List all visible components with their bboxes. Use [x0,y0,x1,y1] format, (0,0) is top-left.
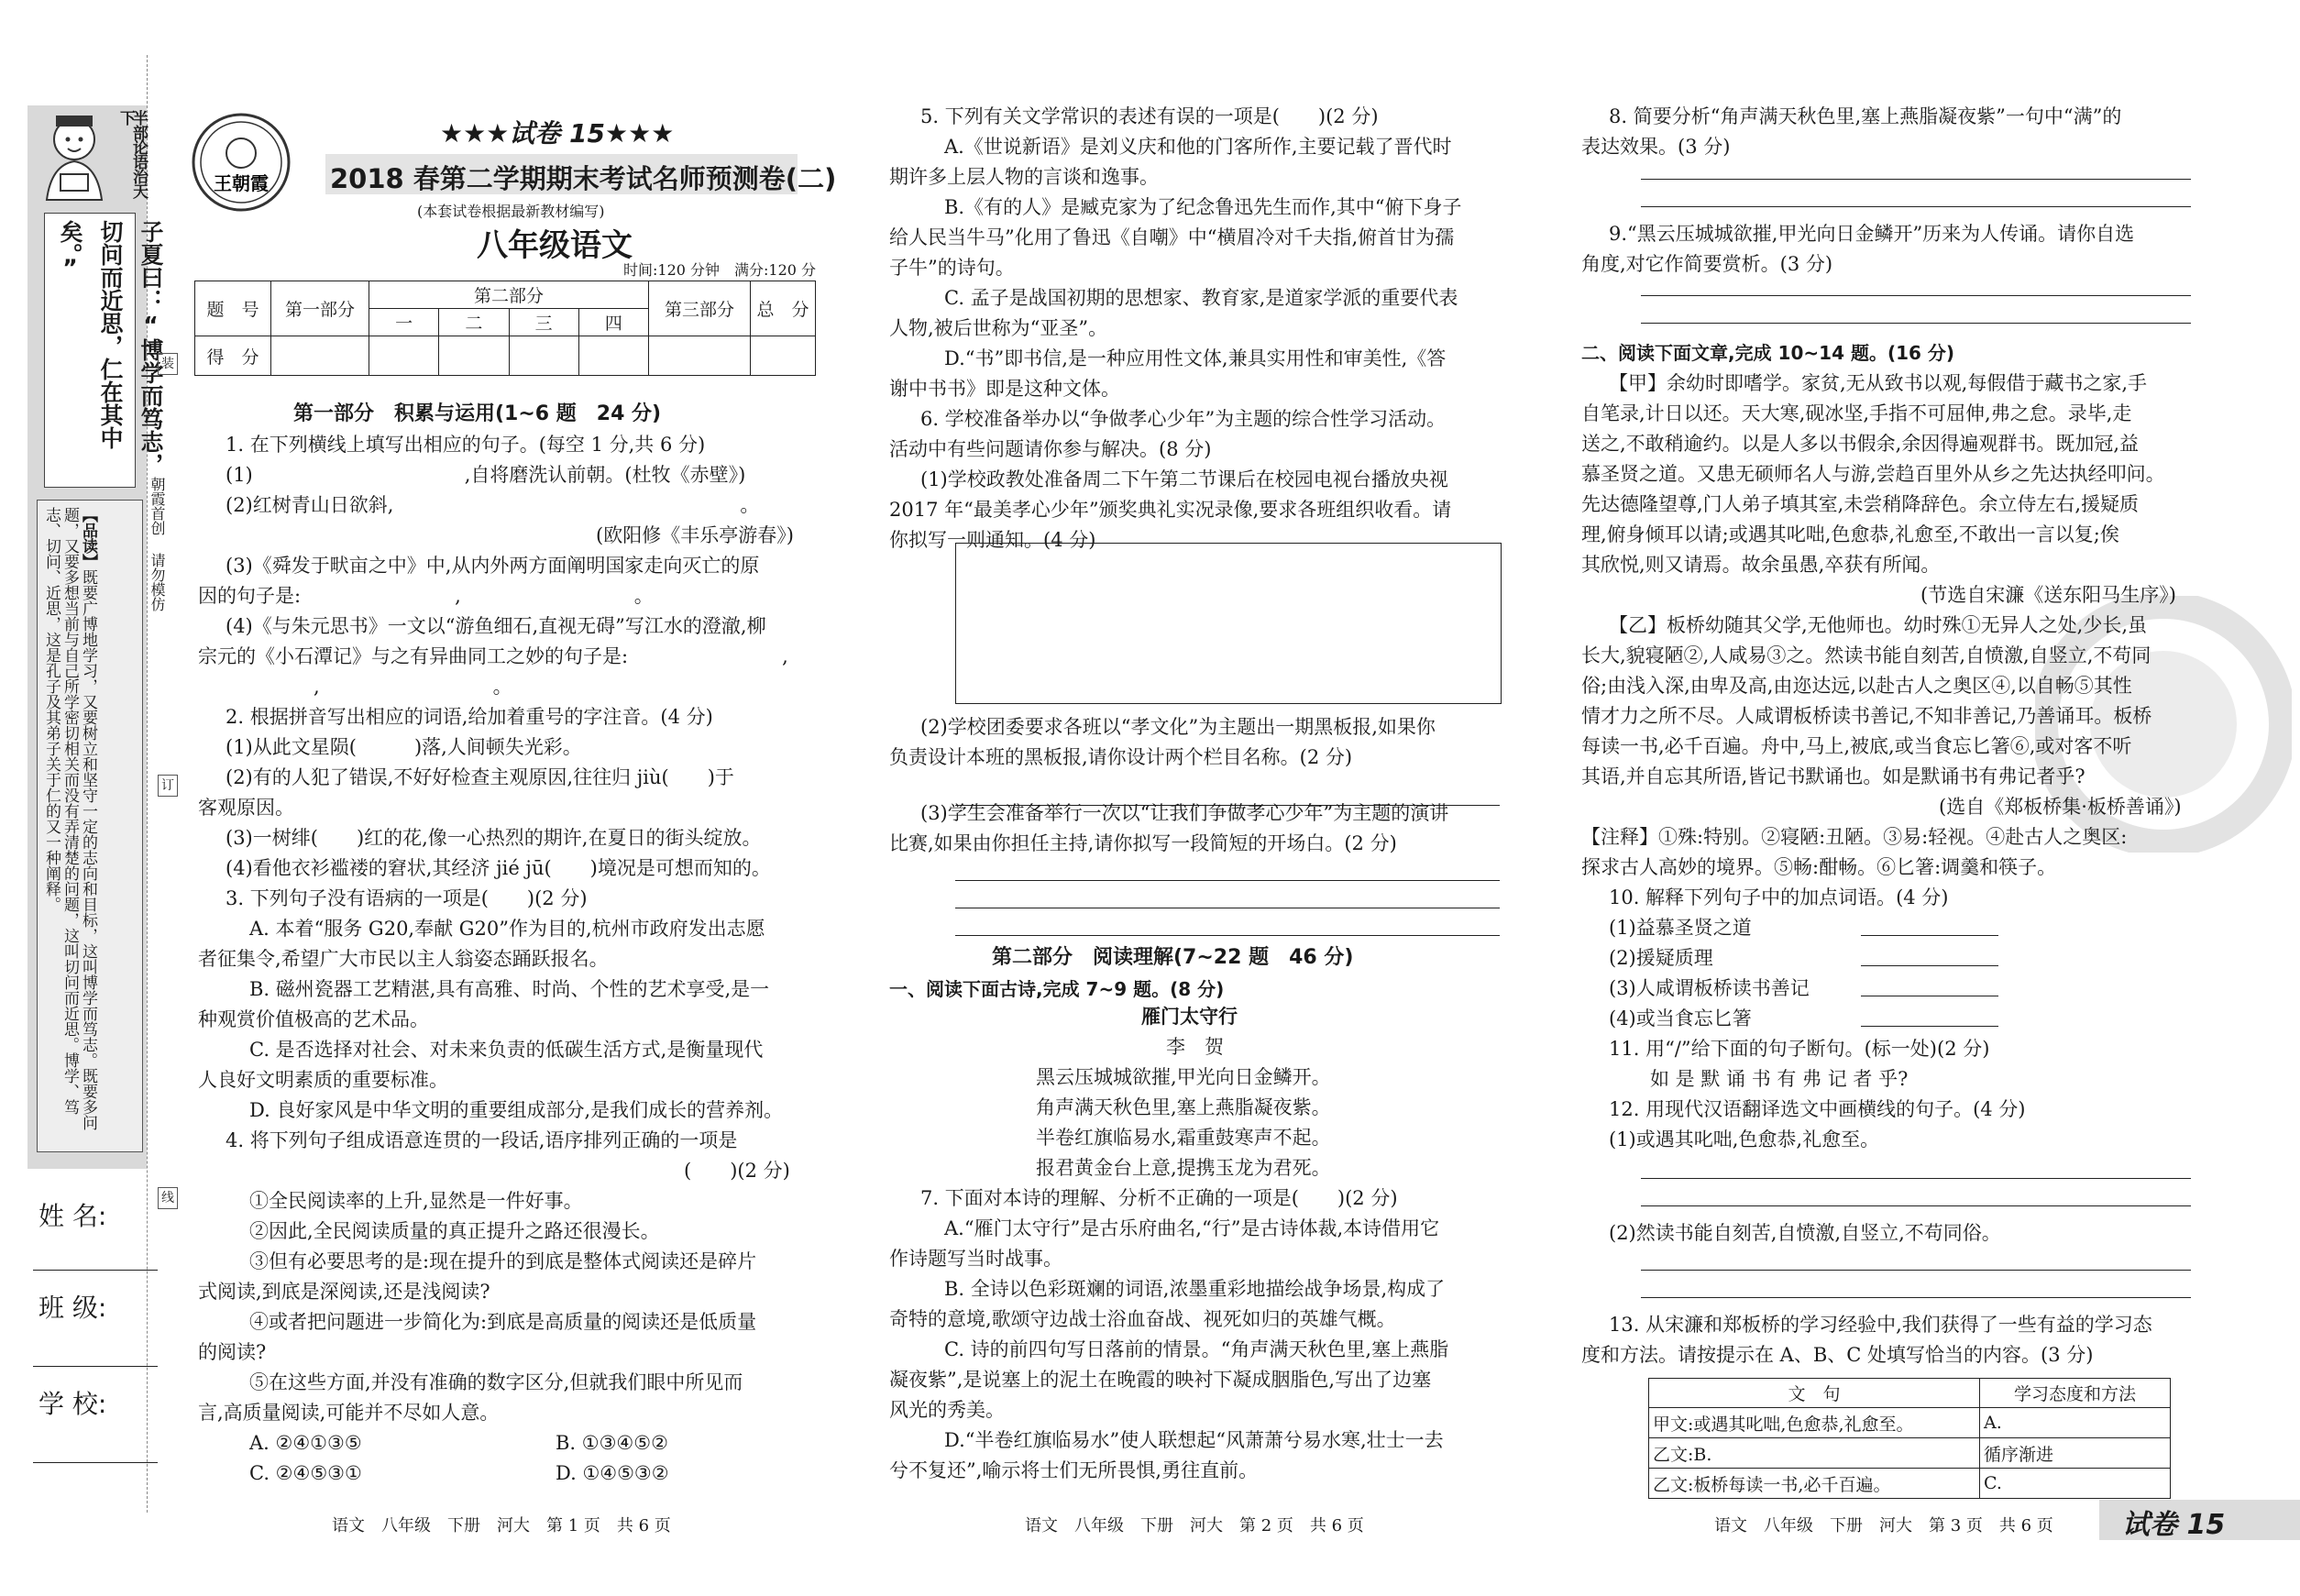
part2-heading: 第二部分 阅读理解(7~22 题 46 分) [992,946,1354,969]
pindu-text [42,507,97,1144]
q10-1: (1)益慕圣贤之道 [1609,917,1752,939]
q9-b: 角度,对它作简要赏析。(3 分) [1581,253,1833,275]
q6-2: (2)学校团委要求各班以“孝文化”为主题出一期黑板报,如果你 [920,716,1436,738]
pindu-label: 【品读】 [79,507,97,569]
q11-sentence[interactable]: 如 是 默 诵 书 有 弗 记 者 乎? [1650,1068,1909,1090]
q6-3-answer-line-1[interactable] [955,880,1500,881]
score-row-label: 得 分 [195,336,271,376]
q6-3-answer-line-3[interactable] [955,935,1500,936]
answer-h2: 学习态度和方法 [1980,1379,2171,1408]
score-cell[interactable] [649,336,751,376]
q2-1: (1)从此文星陨( )落,人间顿失光彩。 [226,736,582,758]
q3-c2: 人良好文明素质的重要标准。 [198,1069,448,1091]
answer-r1c1: 甲文:或遇其叱咄,色愈恭,礼愈至。 [1649,1408,1980,1438]
q7-b2: 奇特的意境,歌颂守边战士浴血奋战、视死如归的英雄气概。 [889,1308,1396,1330]
yi-source: (选自《郑板桥集·板桥善诵》) [1939,796,2182,818]
q7-d: D.“半卷红旗临易水”使人联想起“风萧萧兮易水寒,壮士一去 [944,1429,1444,1451]
cut-mark-2: 订 [158,775,178,797]
q13-b: 度和方法。请按提示在 A、B、C 处填写恰当的内容。(3 分) [1581,1344,2094,1366]
corner-tag: 试卷 15 [2122,1509,2226,1541]
q7-c3: 风光的秀美。 [889,1399,1005,1421]
score-table [194,281,816,376]
cut-mark-3: 线 [158,1187,178,1209]
q5-d2: 谢中书书》即是这种文体。 [889,378,1120,400]
q10: 10. 解释下列句子中的加点词语。(4 分) [1609,886,1949,908]
score-h-p2: 第二部分 [369,281,649,309]
score-sub-1: 一 [369,309,439,336]
series-title: ★★★试卷 15★★★ [440,118,675,149]
cut-mark-1: 装 [158,353,178,375]
q5-c2: 人物,被后世称为“亚圣”。 [889,317,1108,339]
score-sub-3: 三 [509,309,578,336]
q6: 6. 学校准备举办以“争做孝心少年”为主题的综合性学习活动。 [920,408,1447,430]
grade-title: 八年级语文 [477,227,633,264]
yi-6: 其语,并自忘其所语,皆记书默诵也。如是默诵书有弗记者乎? [1581,765,2085,787]
q4-s3: ③但有必要思考的是:现在提升的到底是整体式阅读还是碎片 [249,1250,757,1272]
q11: 11. 用“/”给下面的句子断句。(标一处)(2 分) [1609,1038,1990,1060]
q13: 13. 从宋濂和郑板桥的学习经验中,我们获得了一些有益的学习态 [1609,1314,2152,1336]
q6-b: 活动中有些问题请你参与解决。(8 分) [889,438,1212,460]
exam-subtitle: (本套试卷根据最新教材编写) [417,203,605,220]
q7-a: A.“雁门太守行”是古乐府曲名,“行”是古诗体裁,本诗借用它 [944,1217,1440,1239]
q6-2b: 负责设计本班的黑板报,请你设计两个栏目名称。(2 分) [889,746,1353,768]
poem-intro: 一、阅读下面古诗,完成 7~9 题。(8 分) [889,978,1225,1000]
q4-s1: ①全民阅读率的上升,显然是一件好事。 [249,1190,583,1212]
q6-1: (1)学校政教处准备周二下午第二节课后在校园电视台播放央视 [920,468,1448,490]
jia-1: 【甲】余幼时即嗜学。家贫,无从致书以观,每假借于藏书之家,手 [1609,372,2148,394]
q2: 2. 根据拼音写出相应的词语,给加着重号的字注音。(4 分) [226,706,713,728]
q4-s2: ②因此,全民阅读质量的真正提升之路还很漫长。 [249,1220,660,1242]
poem-line-2: 角声满天秋色里,塞上燕脂凝夜紫。 [1036,1096,1331,1118]
logo-name: 王朝霞 [214,172,269,194]
q9-answer-line-2[interactable] [1641,323,2191,324]
reading2-heading: 二、阅读下面文章,完成 10~14 题。(16 分) [1581,342,1955,364]
score-h-p1: 第一部分 [271,281,369,336]
q9: 9.“黑云压城城欲摧,甲光向日金鳞开”历来为人传诵。请你自选 [1609,223,2135,245]
q5-b2: 给人民当牛马”化用了鲁迅《自嘲》中“横眉冷对千夫指,俯首甘为孺 [889,226,1455,248]
scholar-figure [33,110,116,202]
q5-d: D.“书”即书信,是一种应用性文体,兼具实用性和审美性,《答 [944,347,1447,369]
q4-score: ( )(2 分) [684,1160,790,1182]
score-cell[interactable] [751,336,816,376]
yi-3: 俗;由浅入深,由卑及高,由迩达远,以赴古人之奥区④,以自畅⑤其性 [1581,675,2132,697]
brand-logo [191,112,292,213]
q7-c2: 凝夜紫”,是说塞上的泥土在晚霞的映衬下凝成胭脂色,写出了边塞 [889,1369,1432,1391]
q7-c: C. 诗的前四句写日落前的情景。“角声满天秋色里,塞上燕脂 [944,1338,1449,1360]
footer-page-2: 语文 八年级 下册 河大 第 2 页 共 6 页 [1025,1516,1364,1535]
book-title: 半部论语治天下 [116,110,148,198]
q10-2-answer[interactable] [1861,965,1998,966]
jia-5: 先达德隆望尊,门人弟子填其室,未尝稍降辞色。余立侍左右,援疑质 [1581,493,2140,515]
q12-1-answer-2[interactable] [1641,1205,2191,1206]
name-label: 姓 名: [39,1201,107,1231]
jia-source: (节选自宋濂《送东阳马生序》) [1920,584,2176,606]
q1-4b: 宗元的《小石潭记》与之有异曲同工之妙的句子是: , [198,645,788,667]
q4-s4: ④或者把问题进一步简化为:到底是高质量的阅读还是低质量 [249,1311,757,1333]
q3-a: A. 本着“服务 G20,奉献 G20”作为目的,杭州市政府发出志愿 [249,918,765,940]
answer-table [1648,1378,2171,1499]
yi-2: 长大,貌寝陋②,人咸易③之。然读书能自刻苦,自愤激,自竖立,不苟同 [1581,644,2151,666]
q4: 4. 将下列句子组成语意连贯的一段话,语序排列正确的一项是 [226,1129,738,1151]
q12-2: (2)然读书能自刻苦,自愤激,自竖立,不苟同俗。 [1609,1222,2001,1244]
score-h-total: 总 分 [751,281,816,336]
q1-2: (2)红树青山日欲斜, 。 [226,494,760,516]
q7-a2: 作诗题写当时战事。 [889,1248,1062,1270]
notes-2: 探求古人高妙的境界。⑤畅:酣畅。⑥匕箸:调羹和筷子。 [1581,856,2057,878]
q10-4: (4)或当食忘匕箸 [1609,1007,1752,1029]
yi-1: 【乙】板桥幼随其父学,无他师也。幼时殊①无异人之处,少长,虽 [1609,614,2148,636]
q1-1: (1) ,自将磨洗认前朝。(杜牧《赤壁》) [226,464,746,486]
footer-page-1: 语文 八年级 下册 河大 第 1 页 共 6 页 [332,1516,671,1535]
pindu-body: 既要广博地学习，又要树立和坚守一定的志向和目标，这叫博学而笃志。既要多问题，又要多想当前与自己所学密切相关而没有弄清楚的问题，这叫切问而近思。博学、笃志、切问、近思，这是孔子及其弟子关于仁的又一种阐释。 [42,507,97,1130]
q4-option-c[interactable]: C. ②④⑤③① [249,1462,362,1484]
jia-6: 理,俯身倾耳以请;或遇其叱咄,色愈恭,礼愈至,不敢出一言以复;俟 [1581,523,2119,545]
q5-c: C. 孟子是战国初期的思想家、教育家,是道家学派的重要代表 [944,287,1458,309]
score-sub-2: 二 [439,309,509,336]
q4-s4b: 的阅读? [198,1341,267,1363]
poem-title: 雁门太守行 [1141,1006,1238,1028]
part1-heading: 第一部分 积累与运用(1~6 题 24 分) [293,402,662,425]
q1-3b: 因的句子是: , 。 [198,585,654,607]
score-cell[interactable] [509,336,578,376]
q4-s5: ⑤在这些方面,并没有准确的数字区分,但就我们眼中所见而 [249,1371,743,1393]
q2-2b: 客观原因。 [198,797,294,819]
poem-line-4: 报君黄金台上意,提携玉龙为君死。 [1036,1157,1331,1179]
q1-4c: , 。 [198,676,512,698]
q4-option-a[interactable]: A. ②④①③⑤ [249,1432,362,1454]
q12-2-answer-2[interactable] [1641,1297,2191,1298]
q8-b: 表达效果。(3 分) [1581,136,1731,158]
answer-r2c2: 循序渐进 [1980,1438,2171,1469]
q1-4: (4)《与朱元思书》一文以“游鱼细石,直视无碍”写江水的澄澈,柳 [226,615,766,637]
class-label: 班 级: [39,1293,107,1323]
q3-a2: 者征集令,希望广大市民以主人翁姿态踊跃报名。 [198,948,609,970]
q12: 12. 用现代汉语翻译选文中画横线的句子。(4 分) [1609,1098,2026,1120]
q2-3: (3)一树绯( )红的花,像一心热烈的期许,在夏日的街头绽放。 [226,827,762,849]
answer-r3c1: 乙文:板桥每读一书,必千百遍。 [1649,1469,1980,1499]
exam-time: 时间:120 分钟 满分:120 分 [623,261,817,279]
answer-h1: 文 句 [1649,1379,1980,1408]
score-cell[interactable] [369,336,439,376]
q10-1-answer[interactable] [1861,935,1998,936]
q12-1-answer-1[interactable] [1641,1178,2191,1179]
q7-b: B. 全诗以色彩斑斓的词语,浓墨重彩地描绘战争场景,构成了 [944,1278,1446,1300]
q1-2-source: (欧阳修《丰乐亭游春》) [596,524,794,546]
q9-answer-line-1[interactable] [1641,295,2191,296]
q10-2: (2)援疑质理 [1609,947,1713,969]
q3-d: D. 良好家风是中华文明的重要组成部分,是我们成长的营养剂。 [249,1099,784,1121]
score-h-p3: 第三部分 [649,281,751,336]
q7-d2: 兮不复还”,喻示将士们无所畏惧,勇往直前。 [889,1459,1259,1481]
q2-4: (4)看他衣衫褴褛的窘状,其经济 jié jū( )境况是可想而知的。 [226,857,771,879]
jia-2: 自笔录,计日以还。天大寒,砚冰坚,手指不可屈伸,弗之怠。录毕,走 [1581,402,2132,424]
q8-answer-line-1[interactable] [1641,179,2191,180]
q8-answer-line-2[interactable] [1641,206,2191,207]
answer-field-a[interactable]: A. [1980,1408,2171,1438]
q12-2-answer-1[interactable] [1641,1270,2191,1271]
answer-field-b[interactable]: 乙文:B. [1649,1438,1980,1469]
q6-1c: 你拟写一则通知。(4 分) [889,529,1096,551]
q10-4-answer[interactable] [1861,1026,1998,1027]
q3-b2: 种观赏价值极高的艺术品。 [198,1008,429,1030]
sidebar-motto: 朝霞首创 请勿模仿 [149,477,166,611]
q4-option-b[interactable]: B. ①③④⑤② [556,1432,668,1454]
q8: 8. 简要分析“角声满天秋色里,塞上燕脂凝夜紫”一句中“满”的 [1609,105,2122,127]
poem-line-1: 黑云压城城欲摧,甲光向日金鳞开。 [1036,1066,1331,1088]
jia-4: 慕圣贤之道。又患无硕师名人与游,尝趋百里外从乡之先达执经叩问。 [1581,463,2165,485]
q5-b3: 子牛”的诗句。 [889,257,1015,279]
q4-option-d[interactable]: D. ①④⑤③② [556,1462,669,1484]
q12-1: (1)或遇其叱咄,色愈恭,礼愈至。 [1609,1128,1880,1150]
jia-7: 其欣悦,则又请焉。故余虽愚,卒获有所闻。 [1581,554,1941,576]
score-cell[interactable] [271,336,369,376]
q5-a2: 期许多上层人物的言谈和逸事。 [889,166,1159,188]
score-cell[interactable] [439,336,509,376]
exam-title: 2018 春第二学期期末考试名师预测卷(二) [330,163,837,194]
q10-3: (3)人咸谓板桥读书善记 [1609,977,1810,999]
notice-answer-box[interactable] [955,543,1502,704]
q6-3: (3)学生会准备举行一次以“让我们争做孝心少年”为主题的演讲 [920,802,1449,824]
yi-5: 每读一书,必千百遍。舟中,马上,被底,或当食忘匕箸⑥,或对客不听 [1581,735,2132,757]
q6-3b: 比赛,如果由你担任主持,请你拟写一段简短的开场白。(2 分) [889,832,1397,854]
q1: 1. 在下列横线上填写出相应的句子。(每空 1 分,共 6 分) [226,434,706,456]
q5: 5. 下列有关文学常识的表述有误的一项是( )(2 分) [920,105,1379,127]
score-cell[interactable] [578,336,648,376]
class-field[interactable] [33,1366,158,1367]
notes-1: 【注释】①殊:特别。②寝陋:丑陋。③易:轻视。④赴古人之奥区: [1581,826,2128,848]
answer-field-c[interactable]: C. [1980,1469,2171,1499]
poem-line-3: 半卷红旗临易水,霜重鼓寒声不起。 [1036,1127,1331,1149]
q6-1b: 2017 年“最美孝心少年”颁奖典礼实况录像,要求各班组织收看。请 [889,499,1452,521]
footer-page-3: 语文 八年级 下册 河大 第 3 页 共 6 页 [1714,1516,2053,1535]
confucius-quote: 子夏曰：“博学而笃志，切问而近思，仁在其中矣。” [57,220,164,476]
school-field[interactable] [33,1462,158,1463]
score-h-ti: 题 号 [195,281,271,336]
score-sub-4: 四 [578,309,648,336]
q7: 7. 下面对本诗的理解、分析不正确的一项是( )(2 分) [920,1187,1398,1209]
school-label: 学 校: [39,1389,107,1419]
poem-author: 李 贺 [1166,1036,1224,1058]
yi-4: 情才力之所不尽。人咸谓板桥读书善记,不知非善记,乃善诵耳。板桥 [1581,705,2152,727]
q4-s5b: 言,高质量阅读,可能并不尽如人意。 [198,1402,500,1424]
q3: 3. 下列句子没有语病的一项是( )(2 分) [226,887,588,909]
jia-3: 送之,不敢稍逾约。以是人多以书假余,余因得遍观群书。既加冠,益 [1581,433,2140,455]
name-field[interactable] [33,1270,158,1271]
q2-2: (2)有的人犯了错误,不好好检查主观原因,往往归 jiù( )于 [226,766,734,788]
q4-s3b: 式阅读,到底是深阅读,还是浅阅读? [198,1281,490,1303]
q5-a: A.《世说新语》是刘义庆和他的门客所作,主要记载了晋代时 [944,136,1452,158]
q1-3: (3)《舜发于畎亩之中》中,从内外两方面阐明国家走向灭亡的原 [226,555,760,577]
q5-b: B.《有的人》是臧克家为了纪念鲁迅先生而作,其中“俯下身子 [944,196,1462,218]
q3-c: C. 是否选择对社会、对未来负责的低碳生活方式,是衡量现代 [249,1039,764,1061]
q3-b: B. 磁州瓷器工艺精湛,具有高雅、时尚、个性的艺术享受,是一 [249,978,770,1000]
